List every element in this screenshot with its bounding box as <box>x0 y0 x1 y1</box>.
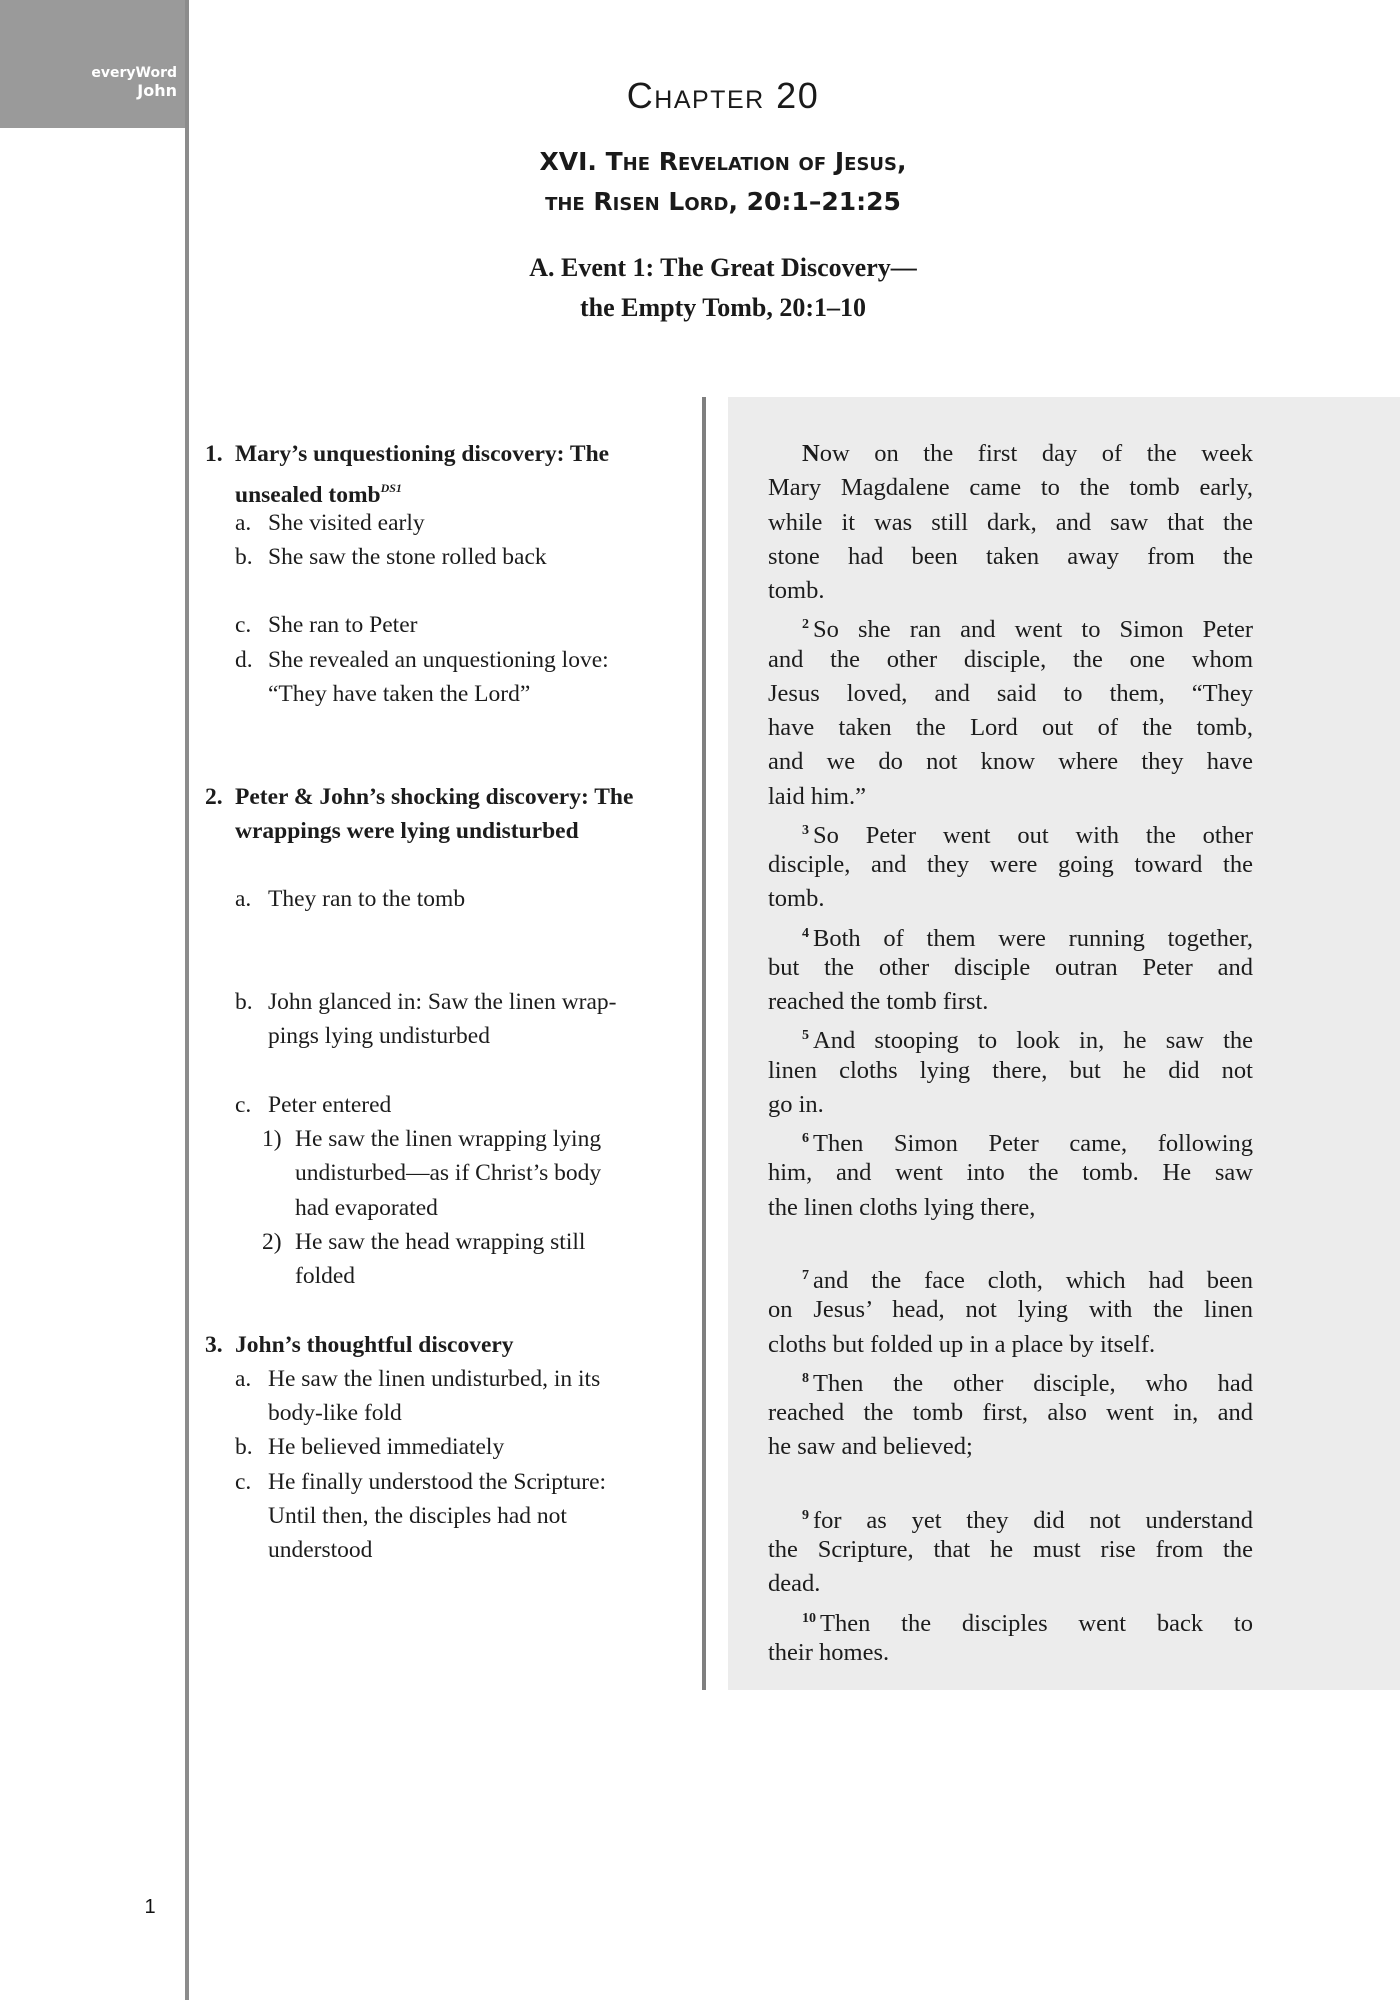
scripture-text: while it was still dark, and saw that the <box>768 508 1253 536</box>
scripture-line <box>802 1602 1253 1636</box>
outline-text-content: pings lying undisturbed <box>268 1023 490 1050</box>
outline-text-content: understood <box>268 1537 373 1563</box>
scripture-line <box>768 882 1253 916</box>
verse-number: 10 <box>802 1610 816 1626</box>
outline-marker: a. <box>235 1365 252 1392</box>
outline-text <box>268 1465 606 1499</box>
outline-text <box>235 814 579 848</box>
outline-text <box>268 1430 504 1464</box>
scripture-text: and the face cloth, which had been <box>813 1267 1253 1294</box>
outline-marker: 1. <box>205 441 223 467</box>
outline-text <box>268 677 530 711</box>
scripture-text: laid him.” <box>768 782 866 810</box>
outline-marker: c. <box>235 1091 252 1118</box>
scripture-line <box>768 1054 1253 1088</box>
column-divider <box>702 397 706 1690</box>
book-name: John <box>137 81 177 100</box>
scripture-text: Jesus loved, and said to them, “They <box>768 679 1253 707</box>
outline-text <box>268 1019 490 1053</box>
outline-text-content: body-like fold <box>268 1400 402 1426</box>
outline-text-content: had evaporated <box>295 1194 438 1221</box>
scripture-text: Both of them were running together, <box>813 924 1253 952</box>
section-title-line2: the Risen Lord, 20:1–21:25 <box>545 187 901 216</box>
outline-text <box>235 780 633 814</box>
outline-text-content: Peter entered <box>268 1091 392 1118</box>
study-note-reference[interactable]: DS1 <box>380 481 402 496</box>
outline-text-content: She revealed an unquestioning love: <box>268 646 609 673</box>
outline-text-content: John’s thoughtful discovery <box>235 1331 514 1358</box>
verse-number: 7 <box>802 1268 809 1283</box>
outline-text-content: She saw the stone rolled back <box>268 543 547 570</box>
outline-text <box>295 1259 355 1293</box>
scripture-line <box>768 1567 1253 1601</box>
outline-marker: b. <box>235 1434 253 1461</box>
outline-marker: 2. <box>205 783 223 810</box>
subsection-title-line1: A. Event 1: The Great Discovery— <box>529 253 917 282</box>
outline-text <box>235 437 609 471</box>
scripture-text: and we do not know where they have <box>768 748 1253 776</box>
scripture-line <box>768 471 1253 505</box>
scripture-text: Then the other disciple, who had <box>813 1369 1253 1397</box>
outline-text-content: He believed immediately <box>268 1434 505 1461</box>
section-title <box>420 142 1026 222</box>
outline-text <box>295 1225 585 1259</box>
verse-number: 8 <box>802 1370 809 1386</box>
scripture-text: but the other disciple outran Peter and <box>768 953 1253 981</box>
scripture-text: Then Simon Peter came, following <box>813 1130 1253 1157</box>
outline-text-content: He saw the linen wrapping lying <box>295 1126 602 1152</box>
scripture-line <box>768 745 1253 779</box>
margin-rule <box>185 0 189 2000</box>
outline-text-content: “They have taken the Lord” <box>268 680 531 707</box>
scripture-text: on Jesus’ head, not lying with the linen <box>768 1296 1253 1324</box>
scripture-line <box>802 917 1253 951</box>
scripture-text: linen cloths lying there, but he did not <box>768 1056 1253 1084</box>
page-number: 1 <box>144 1896 156 1918</box>
outline-text <box>268 1362 600 1396</box>
scripture-line <box>768 985 1253 1019</box>
outline-text <box>268 506 425 540</box>
outline-text <box>268 643 609 677</box>
scripture-text: disciple, and they were going toward the <box>768 851 1253 878</box>
scripture-text: and the other disciple, the one whom <box>768 645 1253 673</box>
scripture-text: for as yet they did not understand <box>813 1506 1253 1534</box>
outline-marker: 1) <box>262 1126 282 1152</box>
outline-marker: d. <box>235 646 253 673</box>
outline-marker: b. <box>235 543 253 570</box>
scripture-text: Mary Magdalene came to the tomb early, <box>768 474 1253 502</box>
outline-text-content: He finally understood the Scripture: <box>268 1468 607 1495</box>
scripture-text: the Scripture, that he must rise from the <box>768 1536 1253 1563</box>
scripture-line <box>768 1430 1253 1464</box>
scripture-text: have taken the Lord out of the tomb, <box>768 714 1253 741</box>
outline-text-content: He saw the linen undisturbed, in its <box>268 1365 601 1392</box>
scripture-text: the linen cloths lying there, <box>768 1193 1036 1221</box>
scripture-line <box>768 574 1253 608</box>
outline-marker: 2) <box>262 1228 282 1255</box>
outline-text-content: unsealed tomb <box>235 482 381 509</box>
scripture-line <box>768 711 1253 745</box>
scripture-text: stone had been taken away from the <box>768 542 1253 570</box>
scripture-text: So Peter went out with the other <box>813 821 1253 849</box>
book-label <box>91 64 177 100</box>
scripture-line <box>802 814 1253 848</box>
scripture-line <box>802 1362 1253 1396</box>
outline-text <box>268 1088 391 1122</box>
subsection-title <box>420 248 1026 328</box>
scripture-line <box>768 1533 1253 1567</box>
scripture-text: dead. <box>768 1570 821 1598</box>
scripture-text: tomb. <box>768 577 825 604</box>
outline-text-content: wrappings were lying undisturbed <box>235 817 579 844</box>
outline-text-content: Mary’s unquestioning discovery: The <box>235 441 610 467</box>
outline-text-content: She ran to Peter <box>268 612 418 639</box>
outline-text <box>268 540 547 574</box>
outline-text-content: They ran to the tomb <box>268 886 466 913</box>
outline-text-content: Peter & John’s shocking discovery: The <box>235 783 634 810</box>
scripture-line <box>802 1019 1253 1053</box>
scripture-text: So she ran and went to Simon Peter <box>813 616 1253 644</box>
scripture-line <box>768 780 1253 814</box>
scripture-text: go in. <box>768 1090 824 1118</box>
scripture-line <box>802 1122 1253 1156</box>
outline-text-content: folded <box>295 1263 356 1289</box>
scripture-line <box>768 1328 1253 1362</box>
section-title-line1: XVI. The Revelation of Jesus, <box>539 147 907 176</box>
scripture-line <box>768 1156 1253 1190</box>
outline-text <box>235 1328 514 1362</box>
scripture-line <box>802 1259 1253 1293</box>
scripture-line <box>768 1636 1253 1670</box>
outline-text <box>268 1396 402 1430</box>
outline-text <box>268 985 617 1019</box>
scripture-line <box>802 1499 1253 1533</box>
verse-number: 4 <box>802 925 809 941</box>
scripture-text: reached the tomb first. <box>768 988 989 1015</box>
scripture-text: their homes. <box>768 1638 890 1666</box>
scripture-line <box>768 540 1253 574</box>
scripture-line <box>768 1396 1253 1430</box>
scripture-text: he saw and believed; <box>768 1433 973 1461</box>
scripture-line <box>768 1191 1253 1225</box>
scripture-text: ow on the first day of the week <box>819 440 1253 467</box>
verse-number: 5 <box>802 1028 809 1044</box>
outline-text <box>268 1499 567 1533</box>
verse-number: 9 <box>802 1507 809 1523</box>
scripture-line <box>768 643 1253 677</box>
initial-letter: N <box>802 440 820 467</box>
outline-text <box>268 608 417 642</box>
outline-text-content: He saw the head wrapping still <box>295 1228 586 1255</box>
chapter-title: Chapter 20 <box>626 75 820 116</box>
verse-number: 6 <box>802 1131 809 1146</box>
scripture-line <box>802 608 1253 642</box>
scripture-line <box>768 1088 1253 1122</box>
series-name: everyWord <box>91 65 177 81</box>
scripture-text: tomb. <box>768 885 825 913</box>
outline-marker: c. <box>235 612 252 639</box>
verse-number: 3 <box>802 822 809 838</box>
outline-text <box>268 1533 372 1567</box>
running-header-tab <box>0 0 185 128</box>
verse-number: 2 <box>802 617 809 633</box>
scripture-line <box>768 848 1253 882</box>
scripture-text: Then the disciples went back to <box>820 1609 1253 1637</box>
outline-marker: 3. <box>205 1331 223 1358</box>
outline-marker: c. <box>235 1468 252 1495</box>
outline-text <box>295 1122 601 1156</box>
scripture-line <box>768 677 1253 711</box>
scripture-line <box>768 506 1253 540</box>
outline-text <box>295 1156 601 1190</box>
outline-text-content: She visited early <box>268 509 425 536</box>
subsection-title-line2: the Empty Tomb, 20:1–10 <box>579 293 867 322</box>
outline-marker: a. <box>235 886 252 913</box>
outline-text <box>268 882 465 916</box>
scripture-text: And stooping to look in, he saw the <box>813 1027 1253 1055</box>
outline-text <box>295 1191 438 1225</box>
scripture-line <box>768 951 1253 985</box>
outline-marker: b. <box>235 989 253 1015</box>
scripture-text: cloths but folded up in a place by itself. <box>768 1330 1156 1358</box>
outline-marker: a. <box>235 509 252 536</box>
outline-text-content: Until then, the disciples had not <box>268 1502 567 1529</box>
scripture-text: him, and went into the tomb. He saw <box>768 1159 1253 1187</box>
outline-text-content: John glanced in: Saw the linen wrap- <box>268 989 617 1015</box>
scripture-text: reached the tomb first, also went in, and <box>768 1399 1253 1426</box>
scripture-line <box>768 1293 1253 1327</box>
scripture-line <box>802 437 1253 471</box>
outline-text-content: undisturbed—as if Christ’s body <box>295 1160 602 1187</box>
